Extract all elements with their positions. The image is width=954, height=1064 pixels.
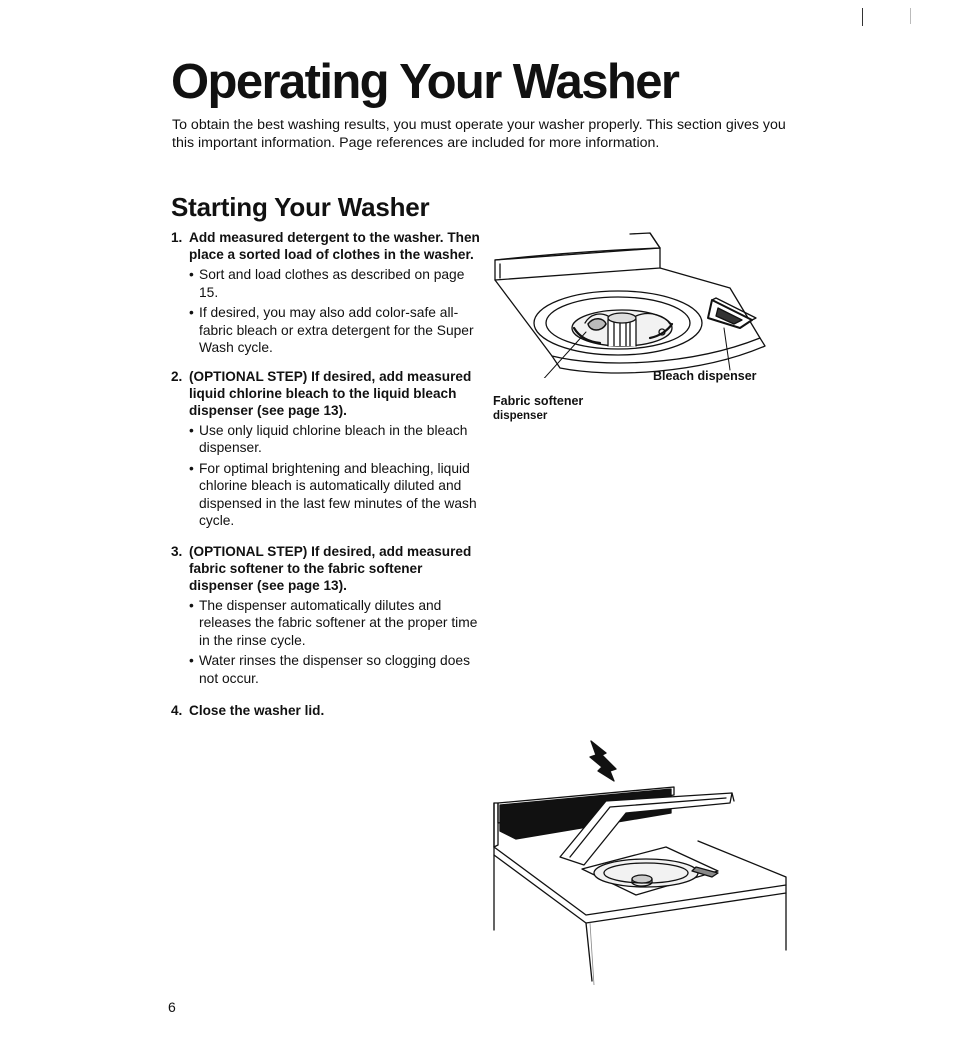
step-bullets <box>171 597 481 688</box>
bleach-dispenser-label: Bleach dispenser <box>653 369 757 383</box>
close-lid-arrow-icon <box>590 741 616 781</box>
step-item <box>171 368 481 530</box>
washer-dispensers-illustration <box>490 228 780 378</box>
bullet-item: • The dispenser automatically dilutes and releases the fabric softener at the proper time in the rinse cycle. <box>189 597 481 650</box>
step-number: 1. <box>171 230 183 245</box>
intro-paragraph: To obtain the best washing results, you must operate your washer properly. This section gives you this important information. Page references are included for more information. <box>172 117 786 151</box>
bullet-item: • Use only liquid chlorine bleach in the bleach dispenser. <box>189 422 481 457</box>
step-bullets <box>171 422 481 530</box>
bullet-item: • Sort and load clothes as described on page 15. <box>189 266 481 301</box>
agitator-cap <box>632 875 652 883</box>
section-title: Starting Your Washer <box>171 192 430 222</box>
scan-edge-mark <box>910 8 911 24</box>
bullet-item: • Water rinses the dispenser so clogging does not occur. <box>189 652 481 687</box>
fabric-softener-dispenser <box>588 319 606 330</box>
cabinet-front-edge <box>586 923 592 981</box>
fabric-softener-label-line1: Fabric softener <box>493 394 584 408</box>
close-lid-illustration <box>486 735 791 985</box>
step-item <box>171 702 481 719</box>
step-number: 2. <box>171 368 183 384</box>
step-heading-text: (OPTIONAL STEP) If desired, add measured liquid chlorine bleach to the liquid bleach dispenser (see page 13). <box>189 368 472 418</box>
page-title: Operating Your Washer <box>171 55 679 109</box>
fabric-softener-label-line2: dispenser <box>493 410 548 422</box>
step-heading <box>171 368 481 419</box>
step-bullets <box>171 266 481 357</box>
step-item <box>171 543 481 688</box>
step-heading-text: Close the washer lid. <box>189 703 325 718</box>
step-heading-text: Add measured detergent to the washer. Then place a sorted load of clothes in the washer. <box>189 230 480 262</box>
step-heading <box>171 229 481 263</box>
scan-edge-mark <box>862 8 863 26</box>
step-number: 4. <box>171 703 183 718</box>
fabric-softener-label <box>493 394 583 424</box>
step-heading <box>171 543 481 594</box>
bullet-item: • If desired, you may also add color-safe all-fabric bleach or extra detergent for the Super Wash cycle. <box>189 304 481 357</box>
step-heading <box>171 702 481 719</box>
page-number: 6 <box>168 999 176 1015</box>
step-item <box>171 229 481 357</box>
steps-list <box>171 229 481 719</box>
bullet-item: • For optimal brightening and bleaching, liquid chlorine bleach is automatically diluted and dispensed in the last few minutes of the wash cycle. <box>189 460 481 530</box>
step-number: 3. <box>171 543 183 559</box>
step-heading-text: (OPTIONAL STEP) If desired, add measured fabric softener to the fabric softener dispenser (see page 13). <box>189 543 472 593</box>
